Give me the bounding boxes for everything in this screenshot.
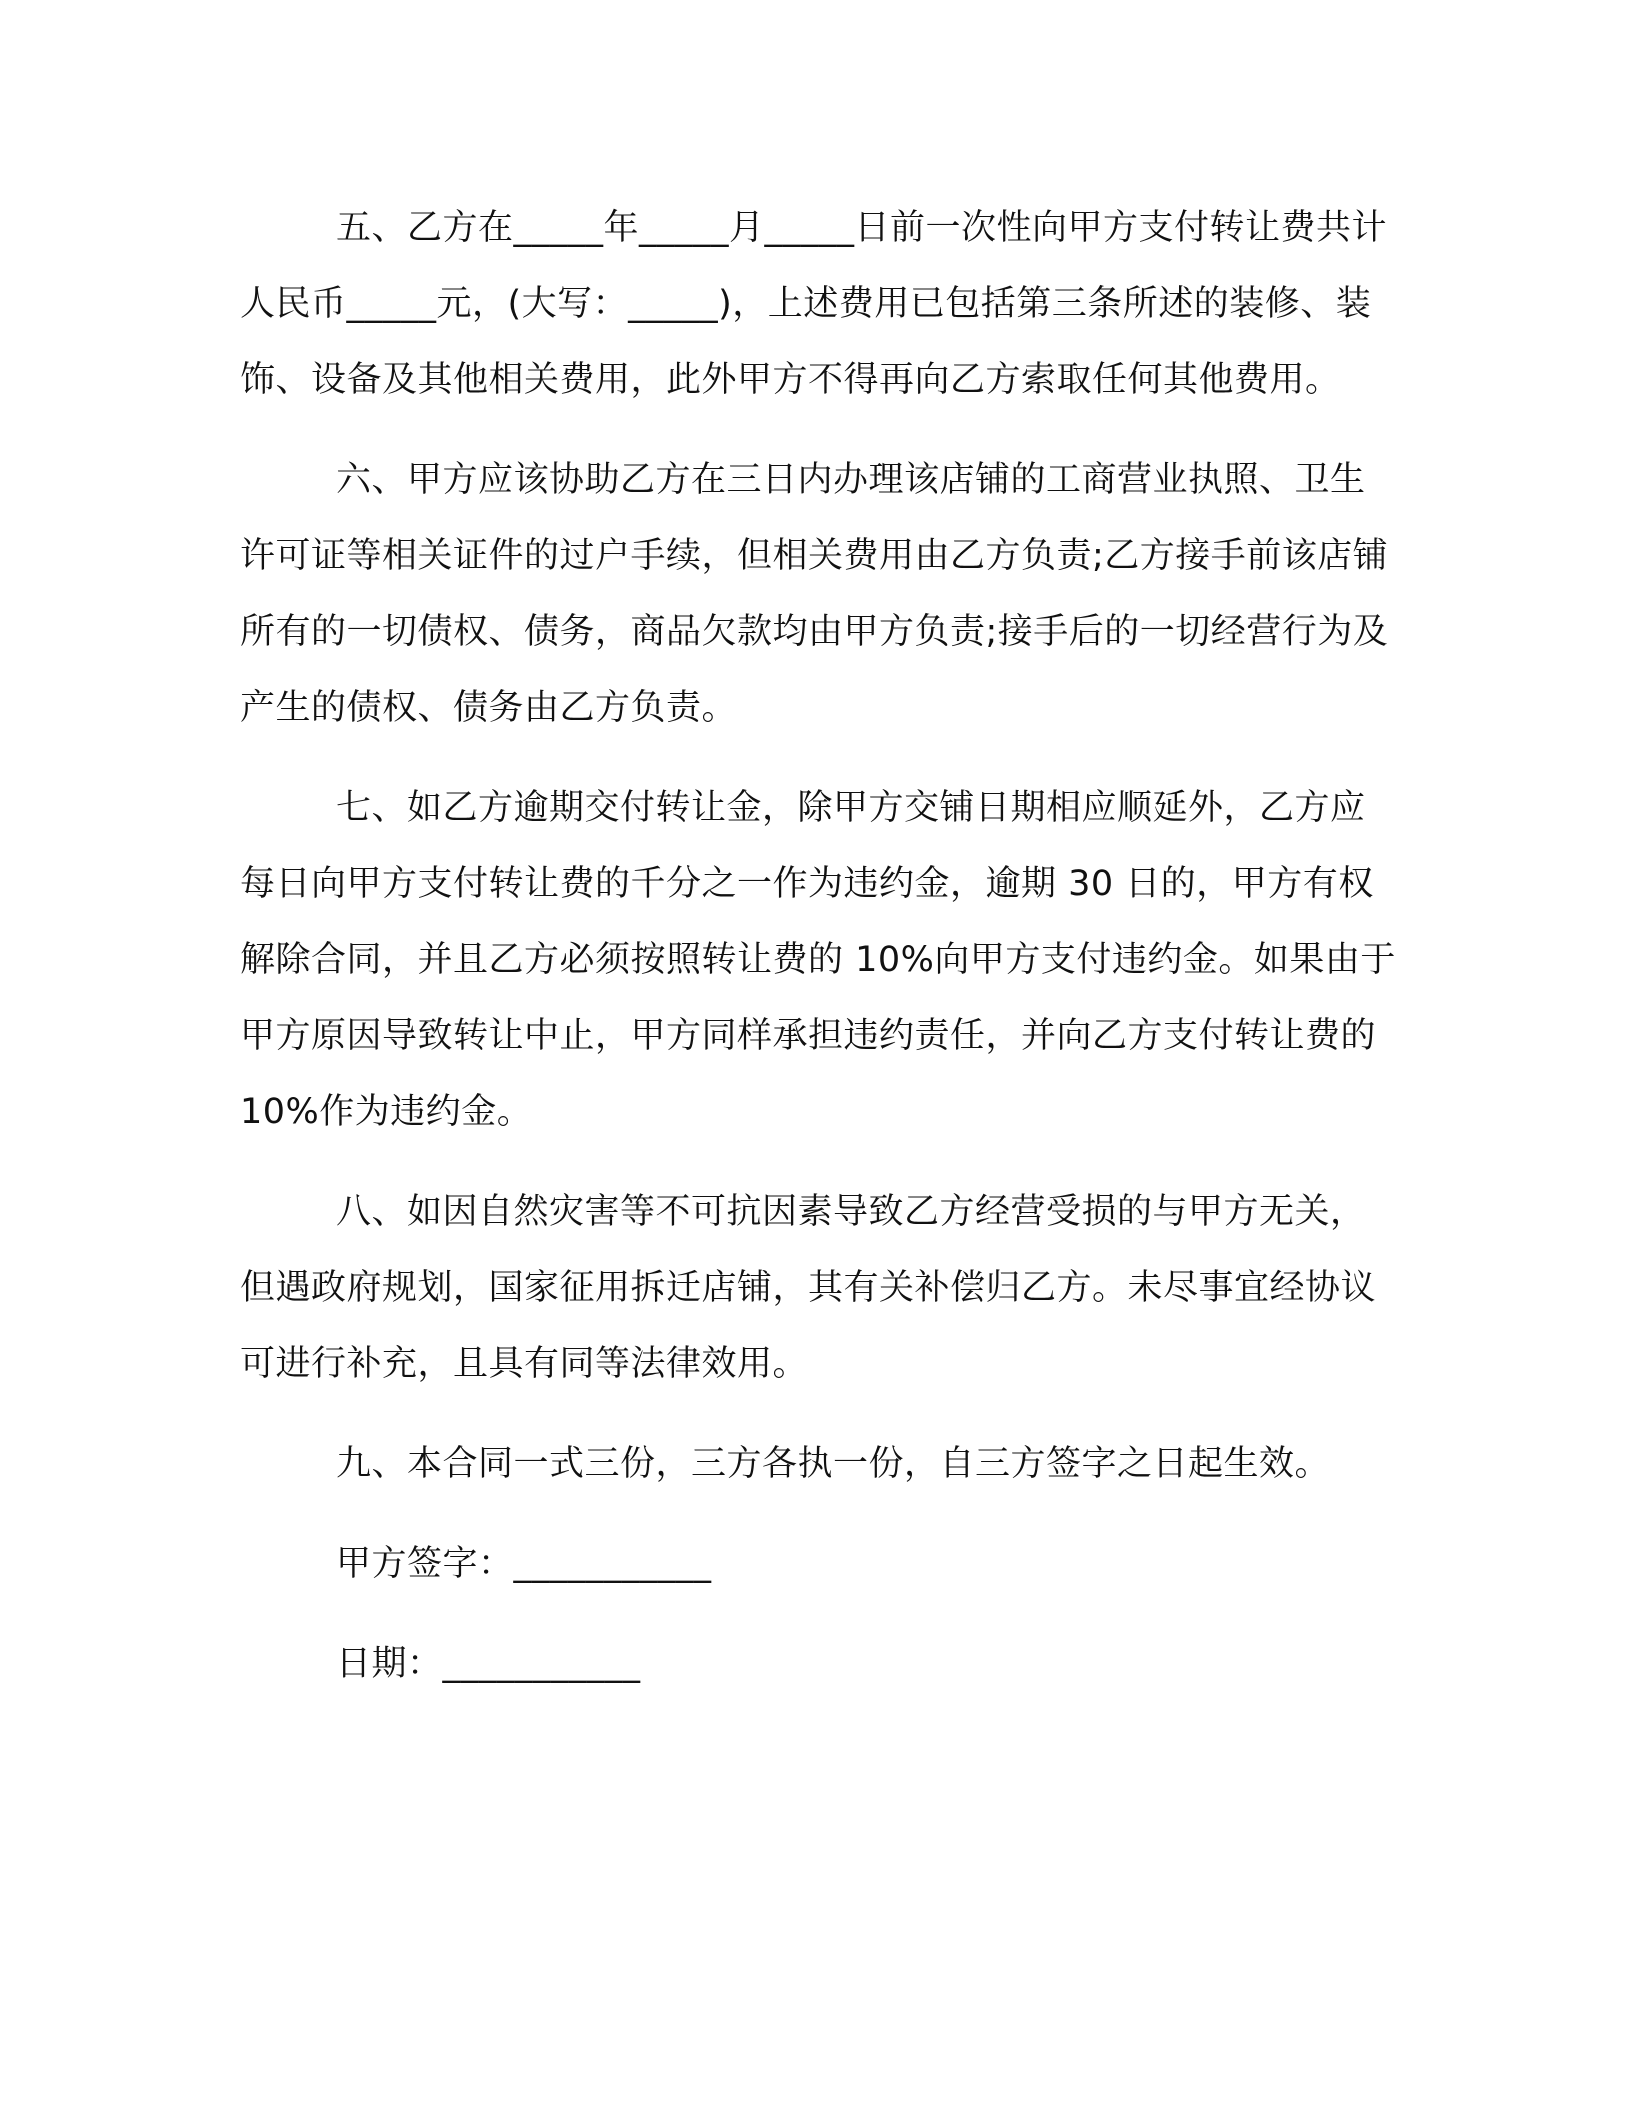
clause-8: 八、如因自然灾害等不可抗因素导致乙方经营受损的与甲方无关，但遇政府规划，国家征用拆迁店铺，其有关补偿归乙方。未尽事宜经协议可进行补充，且具有同等法律效用。	[240, 1192, 1377, 1384]
clause-7: 七、如乙方逾期交付转让金，除甲方交铺日期相应顺延外，乙方应每日向甲方支付转让费的千分之一作为违约金，逾期 30 日的，甲方有权解除合同，并且乙方必须按照转让费的 10%向甲方支付违约金。如果由于甲方原因导致转让中止，甲方同样承担违约责任，并向乙方支付转让费的 10%作为违约金。	[240, 788, 1396, 1132]
party-a-signature-line: 甲方签字：___________	[336, 1544, 712, 1584]
clause-6: 六、甲方应该协助乙方在三日内办理该店铺的工商营业执照、卫生许可证等相关证件的过户手续，但相关费用由乙方负责;乙方接手前该店铺所有的一切债权、债务，商品欠款均由甲方负责;接手后的一切经营行为及产生的债权、债务由乙方负责。	[240, 460, 1389, 728]
contract-body	[240, 190, 1400, 1726]
date-line: 日期：___________	[336, 1644, 641, 1684]
clause-9: 九、本合同一式三份，三方各执一份，自三方签字之日起生效。	[336, 1444, 1331, 1484]
clause-5: 五、乙方在_____年_____月_____日前一次性向甲方支付转让费共计人民币_____元，(大写：_____)，上述费用已包括第三条所述的装修、装饰、设备及其他相关费用，此外甲方不得再向乙方索取任何其他费用。	[240, 208, 1388, 400]
